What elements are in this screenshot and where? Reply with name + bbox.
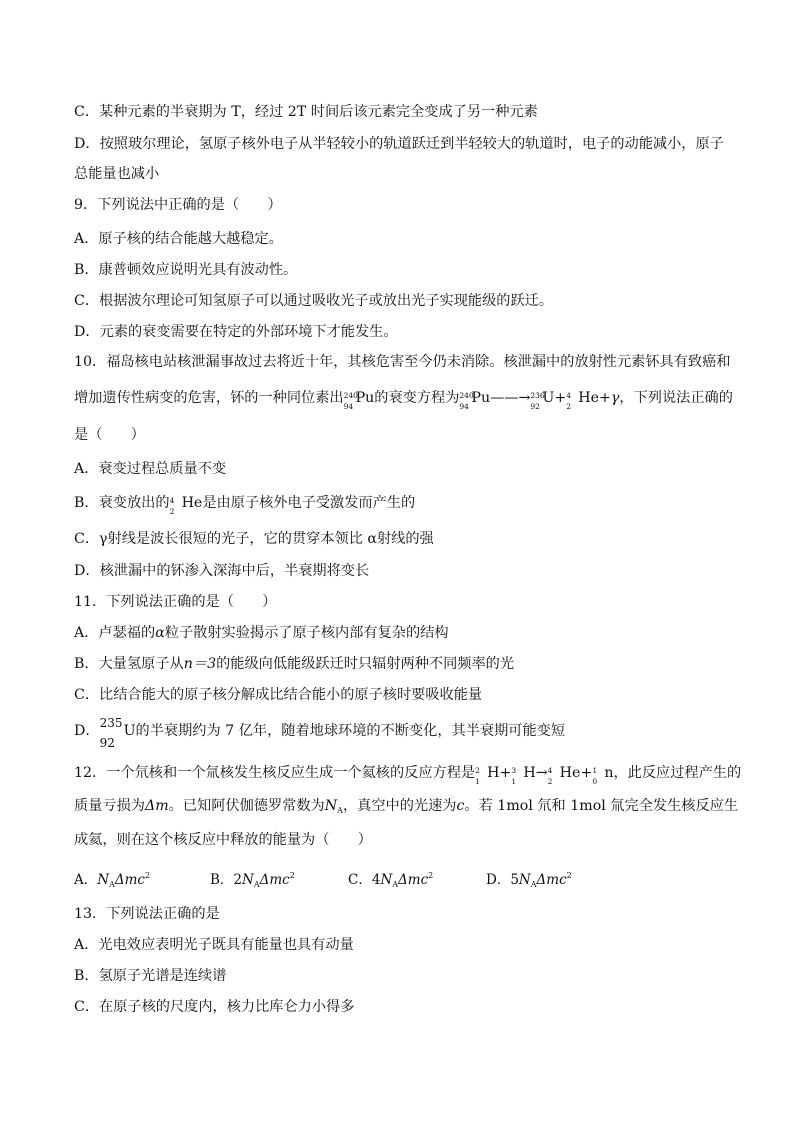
q11-option-b: B．大量氢原子从n＝3的能级向低能级跃迁时只辐射两种不同频率的光 xyxy=(74,656,515,672)
q10-option-d: D．核泄漏中的钚渗入深海中后，半衰期将变长 xyxy=(74,563,370,579)
q11-option-a: A．卢瑟福的α粒子散射实验揭示了原子核内部有复杂的结构 xyxy=(74,625,449,641)
q12-option-c: C．$4N_A\Delta mc^2$ xyxy=(348,871,434,889)
q9-option-c: C．根据波尔理论可知氢原子可以通过吸收光子或放出光子实现能级的跃迁。 xyxy=(74,293,554,309)
q8-option-d-line2: 总能量也减小 xyxy=(74,166,160,182)
q12-option-d: D．$5N_A\Delta mc^2$ xyxy=(486,871,572,889)
q9-stem: 9．下列说法中正确的是（ ） xyxy=(74,197,282,213)
q9-option-b: B．康普顿效应说明光具有波动性。 xyxy=(74,262,298,278)
q12-stem-line3: 成氦，则在这个核反应中释放的能量为（ ） xyxy=(74,832,372,848)
q8-option-c: C．某种元素的半衰期为 T，经过 2T 时间后该元素完全变成了另一种元素 xyxy=(74,104,538,120)
q13-option-b: B．氢原子光谱是连续谱 xyxy=(74,968,227,984)
q10-stem-line3: 是（ ） xyxy=(74,427,145,443)
q13-option-a: A．光电效应表明光子既具有能量也具有动量 xyxy=(74,937,354,953)
u-nuclide: 236 92 xyxy=(530,391,545,411)
q13-stem: 13．下列说法正确的是 xyxy=(74,906,220,922)
q11-stem: 11．下列说法正确的是（ ） xyxy=(74,594,277,610)
q10-option-a: A．衰变过程总质量不变 xyxy=(74,461,227,477)
q12-option-a: A．$N_A\Delta mc^2$ xyxy=(74,871,151,889)
q10-option-c: C．γ射线是波长很短的光子，它的贯穿本领比 α射线的强 xyxy=(74,531,434,547)
q10-option-b: B．衰变放出的 4 2 He是由原子核外电子受激发而产生的 xyxy=(74,495,416,516)
q10-stem-line1: 10．福岛核电站核泄漏事故过去将近十年，其核危害至今仍未消除。核泄漏中的放射性元素钚具有致癌和 xyxy=(74,354,731,370)
q9-option-a: A．原子核的结合能越大越稳定。 xyxy=(74,231,283,247)
q13-option-c: C．在原子核的尺度内，核力比库仑力小得多 xyxy=(74,999,355,1015)
q12-stem-line2: 质量亏损为Δm。已知阿伏伽德罗常数为$N_A$，真空中的光速为c。若 1mol 氘和 1mol 氚完全发生核反应生 xyxy=(74,798,739,815)
q11-option-c: C．比结合能大的原子核分解成比结合能小的原子核时要吸收能量 xyxy=(74,687,483,703)
q9-option-d: D．元素的衰变需要在特定的外部环境下才能发生。 xyxy=(74,324,398,340)
q8-option-d-line1: D．按照玻尔理论，氢原子核外电子从半轻较小的轨道跃迁到半轻较大的轨道时，电子的动能减小，原子 xyxy=(74,136,724,152)
he-nuclide: 4 2 xyxy=(566,391,571,411)
pu-nuclide: 240 94 xyxy=(343,391,358,411)
q12-option-b: B．$2N_A\Delta mc^2$ xyxy=(210,871,295,889)
q10-stem-line2: 增加遗传性病变的危害，钚的一种同位素出 240 94 Pu的衰变方程为 240 94 Pu——→ 236 92 U+ 4 2 He+γ，下列说法正确的 xyxy=(74,390,733,411)
q12-stem-line1: 12．一个氘核和一个氚核发生核反应生成一个氦核的反应方程是 2 1 H+ 3 1 H→ 4 2 He+ 1 0 n，此反应过程产生的 xyxy=(74,765,742,786)
q11-option-d: D． 235 92 U的半衰期约为 7 亿年，随着地球环境的不断变化，其半衰期可能变短 xyxy=(74,716,566,750)
